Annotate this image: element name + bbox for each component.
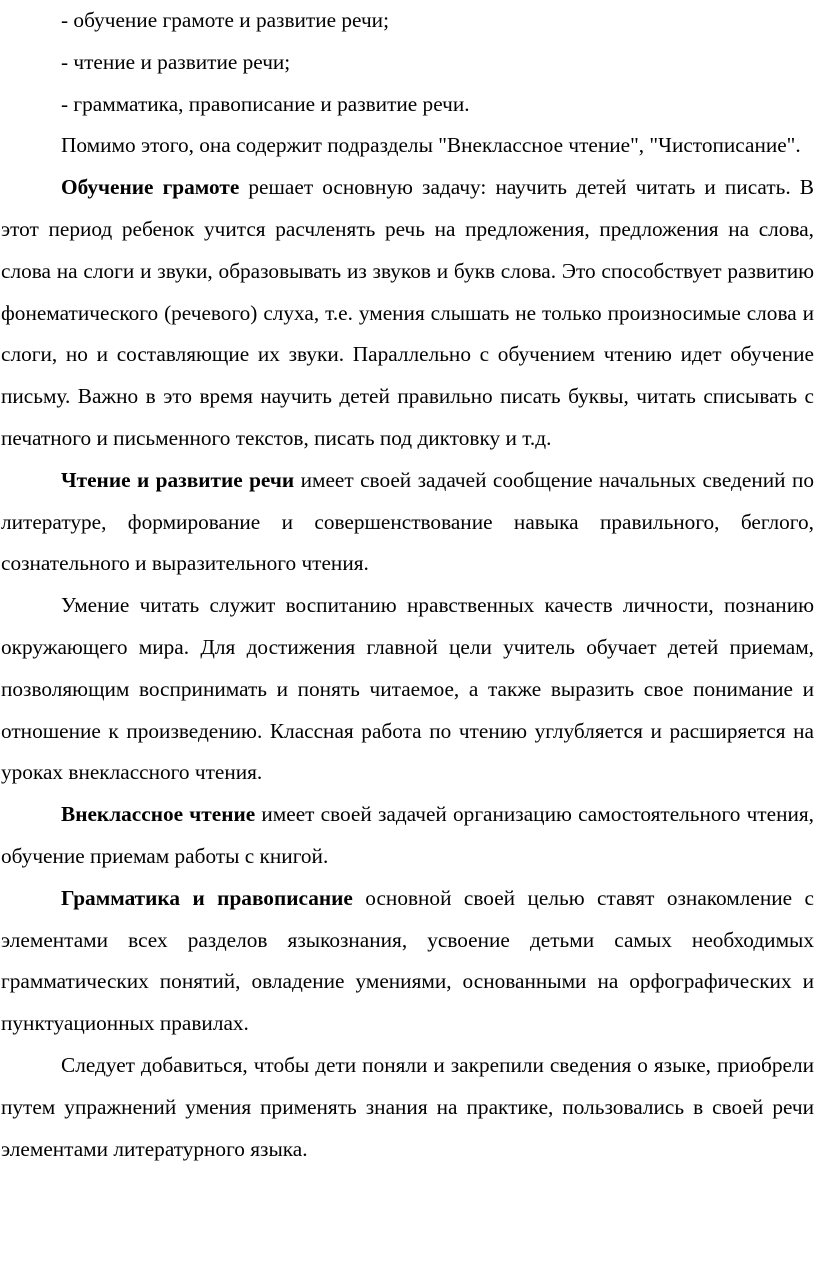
paragraph-reading-text: имеет своей задачей сообщение начальных сведений по литературе, формирование и совершенствование навыка правильного, беглого, сознательного и выразительного чтения. — [1, 467, 814, 576]
list-item: - чтение и развитие речи; — [61, 49, 291, 74]
paragraph-final: Следует добавиться, чтобы дети поняли и закрепили сведения о языке, приобрели путем упражнений умения применять знания на практике, пользовались в своей речи элементами литературного языка. — [1, 1052, 814, 1161]
paragraph-literacy-text: решает основную задачу: научить детей читать и писать. В этот период ребенок учится расчленять речь на предложения, предложения на слова, слова на слоги и звуки, образовывать из звуков и букв слова. Это способствует развитию фонематического (речевого) слуха, т.е. умения слышать не только произносимые слова и слоги, но и составляющие их звуки. Параллельно с обучением чтению идет обучение письму. Важно в это время научить детей правильно писать буквы, читать списывать с печатного и письменного текстов, писать под диктовку и т.д. — [1, 175, 814, 450]
paragraph-grammar-text: основной своей целью ставят ознакомление с элементами всех разделов языкознания, усвоение детьми самых необходимых грамматических понятий, овладение умениями, основанными на орфографических и пунктуационных правилах. — [1, 885, 814, 1036]
subject-list — [1, 0, 814, 125]
term-grammar: Грамматика и правописание — [61, 885, 353, 910]
list-item: - обучение грамоте и развитие речи; — [61, 8, 390, 32]
paragraph-grammar — [1, 878, 814, 1045]
paragraph-reading — [1, 460, 814, 585]
term-reading: Чтение и развитие речи — [61, 467, 295, 492]
paragraph-literacy — [1, 167, 814, 460]
term-extracurricular: Внеклассное чтение — [61, 802, 256, 827]
paragraph-reading-skill: Умение читать служит воспитанию нравственных качеств личности, познанию окружающего мира. Для достижения главной цели учитель обучает детей приемам, позволяющим воспринимать и понять читаемое, а также выразить свое понимание и отношение к произведению. Классная работа по чтению углубляется и расширяется на уроках внеклассного чтения. — [1, 593, 814, 785]
list-item: - грамматика, правописание и развитие речи. — [61, 91, 470, 116]
paragraph-extracurricular-text: имеет своей задачей организацию самостоятельного чтения, обучение приемам работы с книгой. — [1, 802, 814, 868]
paragraph-intro: Помимо этого, она содержит подразделы "Внеклассное чтение", "Чистописание". — [61, 133, 801, 158]
term-literacy: Обучение грамоте — [61, 175, 240, 200]
paragraph-extracurricular — [1, 794, 814, 878]
